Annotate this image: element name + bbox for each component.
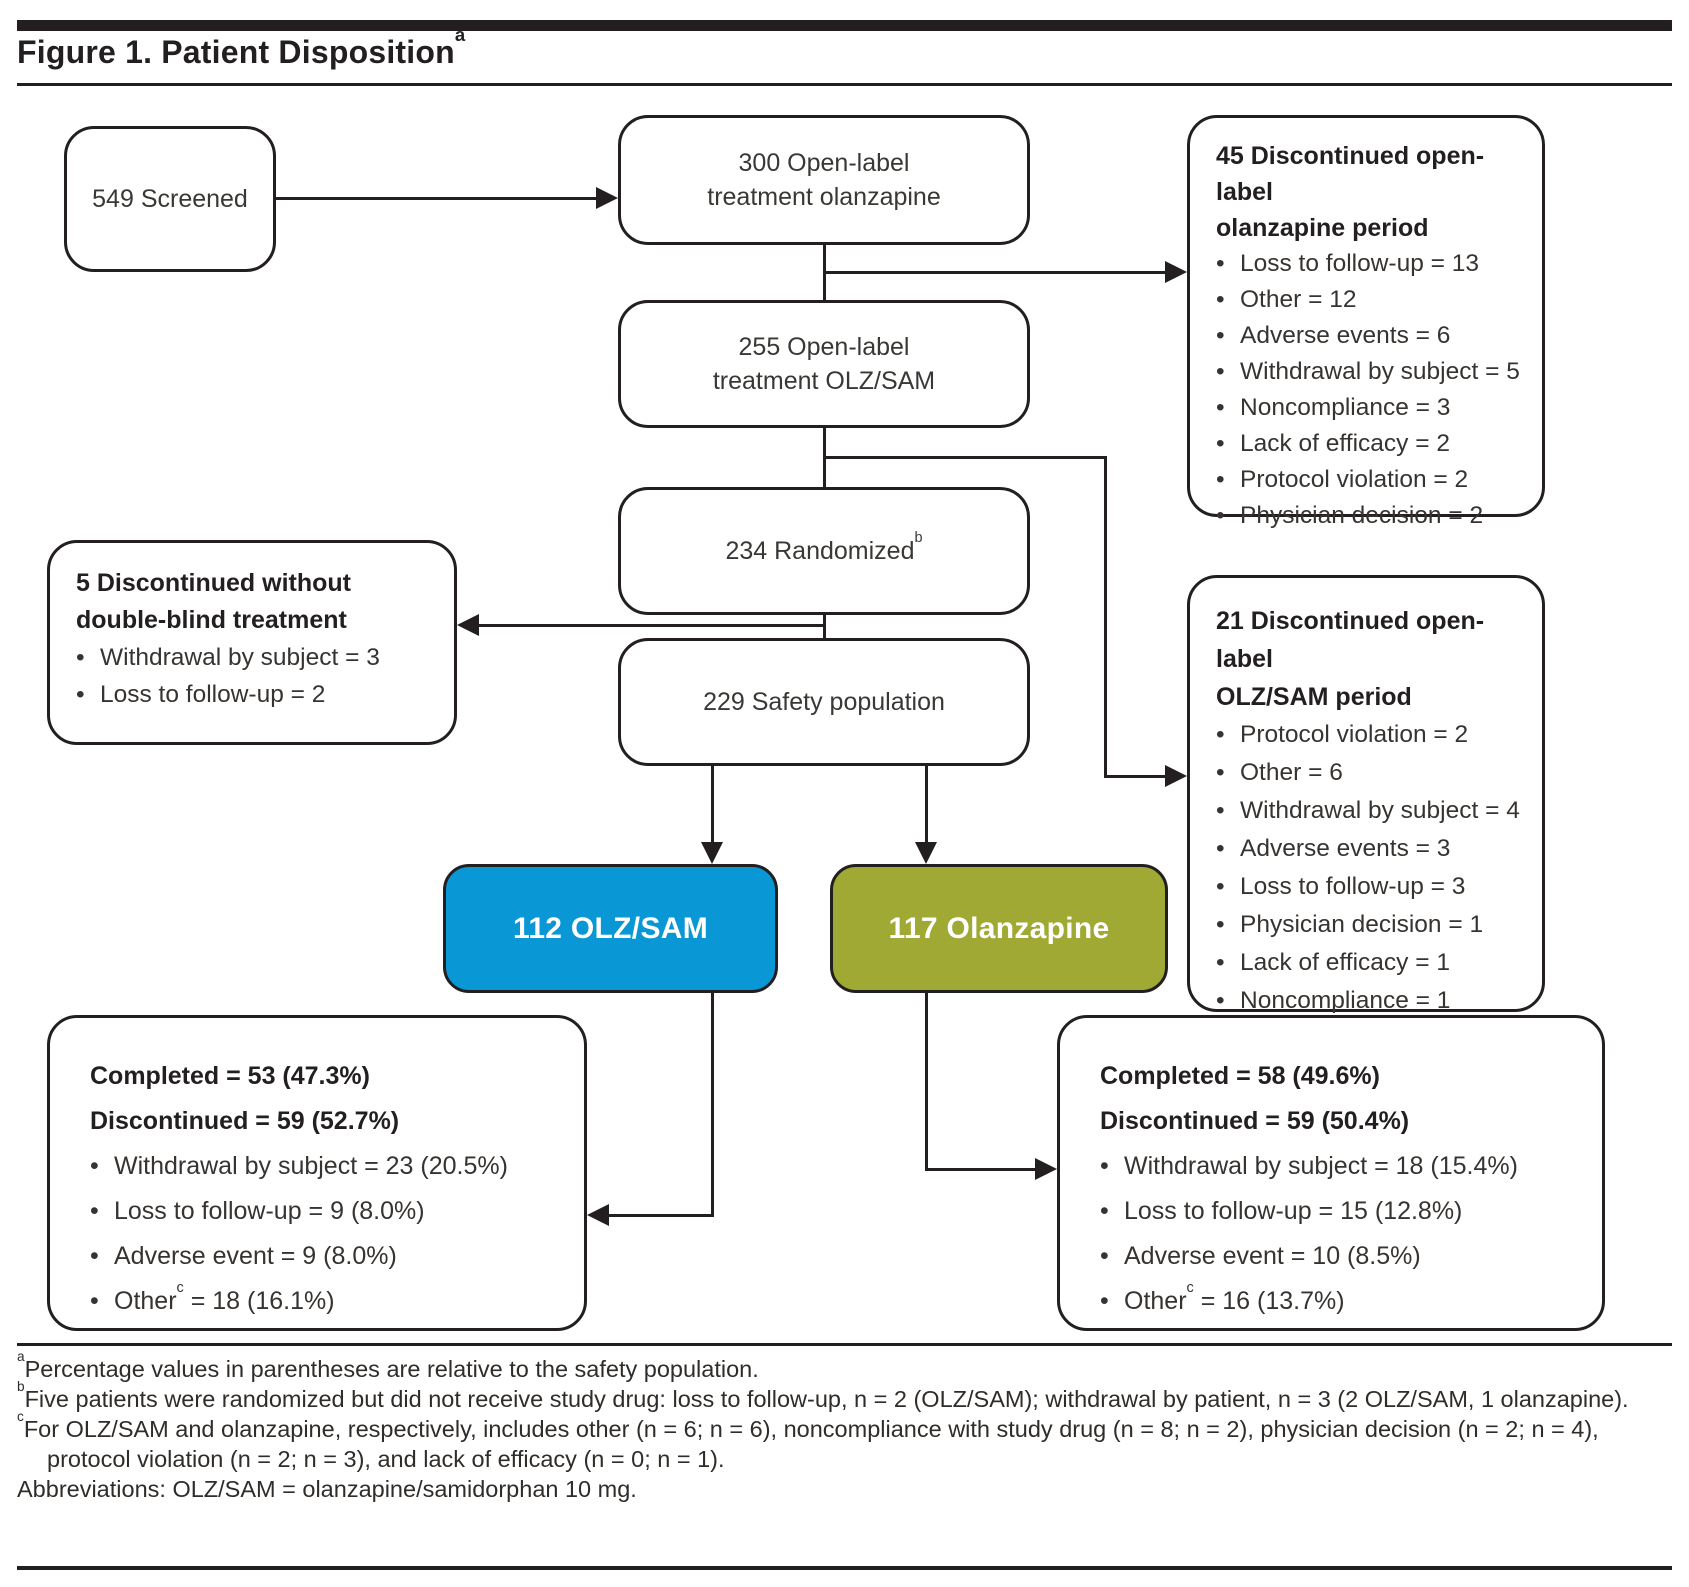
node-open-label-olzsam-line1: 255 Open-label: [738, 333, 910, 361]
node-randomized-text: 234 Randomized: [725, 537, 915, 565]
box-outcome-olzsam: [47, 1015, 587, 1331]
connector-safety-to-olanzapine-arm: [925, 766, 928, 844]
list-item: • Noncompliance = 1: [1216, 982, 1516, 1020]
box-outcome-olanzapine: [1057, 1015, 1605, 1331]
figure-title-footnote-marker: a: [454, 24, 466, 46]
connector-branch-to-disc-no-db: [477, 624, 825, 627]
arm-olanzapine-label: 117 Olanzapine: [888, 911, 1110, 945]
outcome-olzsam-completed: Completed = 53 (47.3%): [90, 1062, 370, 1090]
connector-branch-to-disc-olanzapine: [823, 271, 1167, 274]
arm-olanzapine-box: [830, 864, 1168, 993]
list-item: • Withdrawal by subject = 18 (15.4%): [1100, 1144, 1602, 1189]
list-item: • Adverse event = 10 (8.5%): [1100, 1234, 1602, 1279]
list-item: • Noncompliance = 3: [1216, 390, 1516, 426]
outcome-olanzapine-discontinued: Discontinued = 59 (50.4%): [1100, 1107, 1410, 1135]
footnote-abbreviations: Abbreviations: OLZ/SAM = olanzapine/samidorphan 10 mg.: [17, 1476, 637, 1502]
arrowhead-to-disc-olzsam: [1165, 765, 1187, 787]
list-item: • Adverse events = 6: [1216, 318, 1516, 354]
node-randomized-label: [725, 529, 923, 568]
footnote-b-text: Five patients were randomized but did not receive study drug: loss to follow-up, n = 2 (OLZ/SAM); withdrawal by patient, n = 3 (2 OLZ/SAM, 1 olanzapine).: [24, 1386, 1629, 1412]
list-item: • Adverse events = 3: [1216, 830, 1516, 868]
list-item: • Withdrawal by subject = 4: [1216, 792, 1516, 830]
top-bar: [17, 20, 1672, 31]
footnote-b-marker: b: [17, 1378, 25, 1394]
outcome-olzsam-other: [90, 1279, 584, 1324]
connector-branch-disc-olzsam-v: [1104, 456, 1107, 778]
list-item: • Loss to follow-up = 13: [1216, 246, 1516, 282]
list-item: • Protocol violation = 2: [1216, 462, 1516, 498]
box-discontinued-olanzapine-title-line1: 45 Discontinued open-label: [1216, 142, 1485, 206]
list-item: • Loss to follow-up = 3: [1216, 868, 1516, 906]
arrowhead-to-outcome-olanzapine: [1035, 1158, 1057, 1180]
arrowhead-to-disc-no-db: [457, 614, 479, 636]
list-item: • Loss to follow-up = 15 (12.8%): [1100, 1189, 1602, 1234]
arrowhead-to-olanzapine-arm: [915, 842, 937, 864]
box-discontinued-no-db-title-line1: 5 Discontinued without: [76, 569, 351, 597]
connector-olanzapine-arm-right: [925, 1168, 1037, 1171]
box-discontinued-olzsam-title-line1: 21 Discontinued open-label: [1216, 607, 1485, 673]
node-screened-label: 549 Screened: [92, 185, 248, 213]
arm-olzsam-label: 112 OLZ/SAM: [512, 911, 709, 945]
list-item: • Withdrawal by subject = 23 (20.5%): [90, 1144, 584, 1189]
box-discontinued-olzsam-title-line2: OLZ/SAM period: [1216, 683, 1412, 711]
list-item: • Protocol violation = 2: [1216, 716, 1516, 754]
list-item: • Other = 6: [1216, 754, 1516, 792]
outcome-olzsam-discontinued: Discontinued = 59 (52.7%): [90, 1107, 400, 1135]
arrowhead-to-olzsam-arm: [701, 842, 723, 864]
connector-olzsam-arm-down: [711, 993, 714, 1217]
list-item: • Physician decision = 2: [1216, 498, 1516, 534]
node-screened: [64, 126, 276, 272]
outcome-olzsam-other-footnote-marker: c: [176, 1279, 184, 1296]
outcome-olanzapine-completed: Completed = 58 (49.6%): [1100, 1062, 1380, 1090]
box-discontinued-olanzapine-title-line2: olanzapine period: [1216, 214, 1429, 242]
footnotes: [17, 1348, 1672, 1504]
footnote-c: [17, 1408, 1672, 1474]
footnote-c-text: For OLZ/SAM and olanzapine, respectively, includes other (n = 6; n = 6), noncompliance with study drug (n = 8; n = 2), physician decision (n = 2; n = 4), protocol violation (n = 2; n = 3), and lack of efficacy (n = 0; n = 1).: [23, 1416, 1599, 1472]
outcome-olanzapine-other: [1100, 1279, 1602, 1324]
figure-title: [17, 24, 1672, 71]
list-item: • Loss to follow-up = 9 (8.0%): [90, 1189, 584, 1234]
list-item: • Lack of efficacy = 1: [1216, 944, 1516, 982]
outcome-olanzapine-other-footnote-marker: c: [1186, 1279, 1194, 1296]
arrowhead-to-outcome-olzsam: [587, 1204, 609, 1226]
connector-safety-to-olzsam-arm: [711, 766, 714, 844]
list-item: • Lack of efficacy = 2: [1216, 426, 1516, 462]
node-open-label-olzsam-line2: treatment OLZ/SAM: [712, 367, 936, 395]
node-safety-population: [618, 638, 1030, 766]
list-item: • Physician decision = 1: [1216, 906, 1516, 944]
outcome-olzsam-other-text: Other: [114, 1287, 177, 1315]
node-safety-population-label: 229 Safety population: [703, 688, 945, 716]
list-item: • Withdrawal by subject = 3: [76, 639, 428, 676]
bottom-rule: [17, 1566, 1672, 1570]
arrowhead-to-disc-olanzapine: [1165, 261, 1187, 283]
footnote-a: [17, 1348, 1672, 1384]
footnote-b: [17, 1378, 1672, 1414]
footnote-c-marker: c: [17, 1408, 24, 1424]
node-open-label-olzsam: [618, 300, 1030, 428]
node-open-label-olanzapine-line1: 300 Open-label: [738, 149, 910, 177]
box-discontinued-olanzapine-period: [1187, 115, 1545, 529]
connector-olzsam-arm-left: [607, 1214, 714, 1217]
list-item: • Withdrawal by subject = 5: [1216, 354, 1516, 390]
connector-olanzapine-arm-down: [925, 993, 928, 1171]
node-open-label-olanzapine: [618, 115, 1030, 245]
arm-olzsam-box: [443, 864, 778, 993]
box-discontinued-olzsam-period: [1187, 575, 1545, 1012]
outcome-olanzapine-other-value: = 16 (13.7%): [1193, 1287, 1345, 1315]
title-rule: [17, 83, 1672, 86]
footnote-a-text: Percentage values in parentheses are relative to the safety population.: [24, 1356, 759, 1382]
list-item: • Other = 12: [1216, 282, 1516, 318]
list-item: • Loss to follow-up = 2: [76, 676, 428, 713]
footnote-a-marker: a: [17, 1348, 25, 1364]
figure-title-text: Figure 1. Patient Disposition: [17, 34, 455, 70]
box-discontinued-no-db-title-line2: double-blind treatment: [76, 606, 347, 634]
arrowhead-to-openlabel-olanzapine: [596, 187, 618, 209]
node-open-label-olanzapine-line2: treatment olanzapine: [707, 183, 941, 211]
node-randomized-footnote-marker: b: [914, 529, 923, 546]
node-randomized: [618, 487, 1030, 615]
outcome-olanzapine-other-text: Other: [1124, 1287, 1187, 1315]
connector-branch-disc-olzsam-h2: [1104, 775, 1165, 778]
connector-screened-to-openlabel: [276, 197, 598, 200]
footnote-rule: [17, 1343, 1672, 1346]
outcome-olzsam-other-value: = 18 (16.1%): [183, 1287, 335, 1315]
box-discontinued-without-double-blind: [47, 540, 457, 745]
list-item: • Adverse event = 9 (8.0%): [90, 1234, 584, 1279]
connector-branch-disc-olzsam-h1: [823, 456, 1107, 459]
